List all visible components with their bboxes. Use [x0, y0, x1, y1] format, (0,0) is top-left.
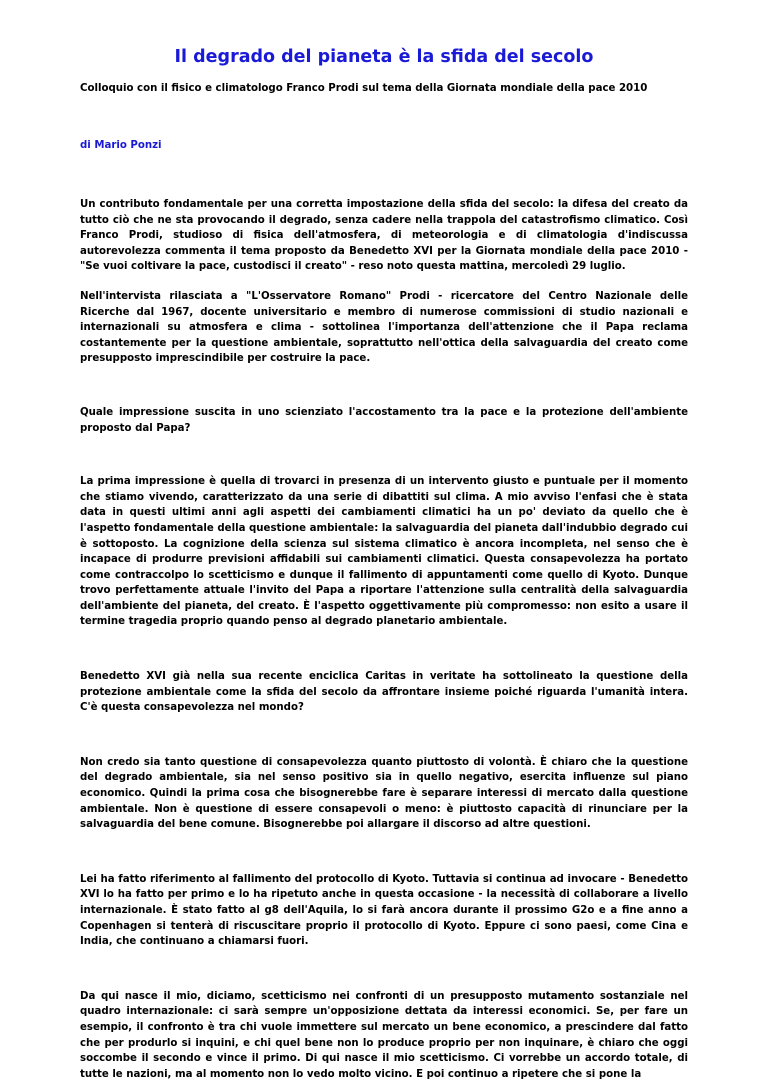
article-title: Il degrado del pianeta è la sfida del secolo — [174, 47, 594, 67]
interview-question-2: Benedetto XVI già nella sua recente enciclica Caritas in veritate ha sottolineato la questione della protezione ambientale come la sfida del secolo da affrontare insieme poiché riguarda l'umanità intera. C'è questa consapevolezza nel mondo? — [80, 671, 688, 714]
interview-answer-1: La prima impressione è quella di trovarci in presenza di un intervento giusto e puntuale per il momento che stiamo vivendo, caratterizzato da una serie di dibattiti sul clima. A mio avviso l'enfasi che è stata data in questi ultimi anni agli aspetti dei cambiamenti climatici ha un po' deviato da quello che è l'aspetto fondamentale della questione ambientale: la salvaguardia del pianeta dall'indubbio degrado cui è sottoposto. La cognizione della scienza sul sistema climatico è ancora incompleta, nel senso che è incapace di produrre previsioni affidabili sui cambiamenti climatici. Questa consapevolezza ha portato come contraccolpo lo scetticismo e dunque il fallimento di appuntamenti come quello di Kyoto. Dunque trovo perfettamente attuale l'invito del Papa a riportare l'attenzione sulla centralità della salvaguardia dell'ambiente del pianeta, del creato. È l'aspetto oggettivamente più compromesso: non esito a usare il termine tragedia proprio quando penso al degrado planetario ambientale. — [80, 476, 688, 628]
interview-question-3: Lei ha fatto riferimento al fallimento del protocollo di Kyoto. Tuttavia si continua ad invocare - Benedetto XVI lo ha fatto per primo e lo ha ripetuto anche in questa occasione - la necessità di collaborare a livello internazionale. È stato fatto al g8 dell'Aquila, lo si farà ancora durante il prossimo G2o e a fine anno a Copenhagen si tenterà di riscuscitare proprio il protocollo di Kyoto. Eppure ci sono paesi, come Cina e India, che continuano a chiamarsi fuori. — [80, 873, 688, 948]
article — [80, 46, 688, 1082]
article-subtitle: Colloquio con il fisico e climatologo Franco Prodi sul tema della Giornata mondiale della pace 2010 — [80, 83, 648, 94]
intro-paragraph-2: Nell'intervista rilasciata a "L'Osservatore Romano" Prodi - ricercatore del Centro Nazionale delle Ricerche dal 1967, docente universitario e membro di numerose commissioni di studio nazionali e internazionali su atmosfera e clima - sottolinea l'importanza dell'attenzione che il Papa reclama costantemente per la questione ambientale, soprattutto nell'ottica della salvaguardia del creato come presupposto imprescindibile per costruire la pace. — [80, 290, 688, 365]
interview-answer-2: Non credo sia tanto questione di consapevolezza quanto piuttosto di volontà. È chiaro che la questione del degrado ambientale, sia nel senso positivo sia in quello negativo, esercita influenze sul piano economico. Quindi la prima cosa che bisognerebbe fare è separare interessi di mercato dalla questione ambientale. Non è questione di essere consapevoli o meno: è piuttosto capacità di rinunciare per la salvaguardia del bene comune. Bisognerebbe poi allargare il discorso ad altre questioni. — [80, 756, 688, 831]
intro-paragraph: Un contributo fondamentale per una corretta impostazione della sfida del secolo: la difesa del creato da tutto ciò che ne sta provocando il degrado, senza cadere nella trappola del catastrofismo climatico. Così Franco Prodi, studioso di fisica dell'atmosfera, di meteorologia e di climatologia d'indiscussa autorevolezza commenta il tema proposto da Benedetto XVI per la Giornata mondiale della pace 2010 - "Se vuoi coltivare la pace, custodisci il creato" - reso noto questa mattina, mercoledì 29 luglio. — [80, 199, 688, 273]
interview-answer-3: Da qui nasce il mio, diciamo, scetticismo nei confronti di un presupposto mutamento sostanziale nel quadro internazionale: ci sarà sempre un'opposizione dettata da interessi economici. Se, per fare un esempio, il confronto è tra chi vuole immettere sul mercato un bene economico, a prescindere dal fatto che per produrlo si inquini, e chi quel bene non lo produce proprio per non inquinare, è chiaro che oggi soccombe il secondo e vince il primo. Di qui nasce il mio scetticismo. Ci vorrebbe un accordo totale, di tutte le nazioni, ma al momento non lo vedo molto vicino. E poi continuo a ripetere che si pone la — [80, 990, 688, 1080]
interview-question-1: Quale impressione suscita in uno scienziato l'accostamento tra la pace e la protezione dell'ambiente proposto dal Papa? — [80, 406, 688, 434]
article-author: di Mario Ponzi — [80, 140, 162, 151]
